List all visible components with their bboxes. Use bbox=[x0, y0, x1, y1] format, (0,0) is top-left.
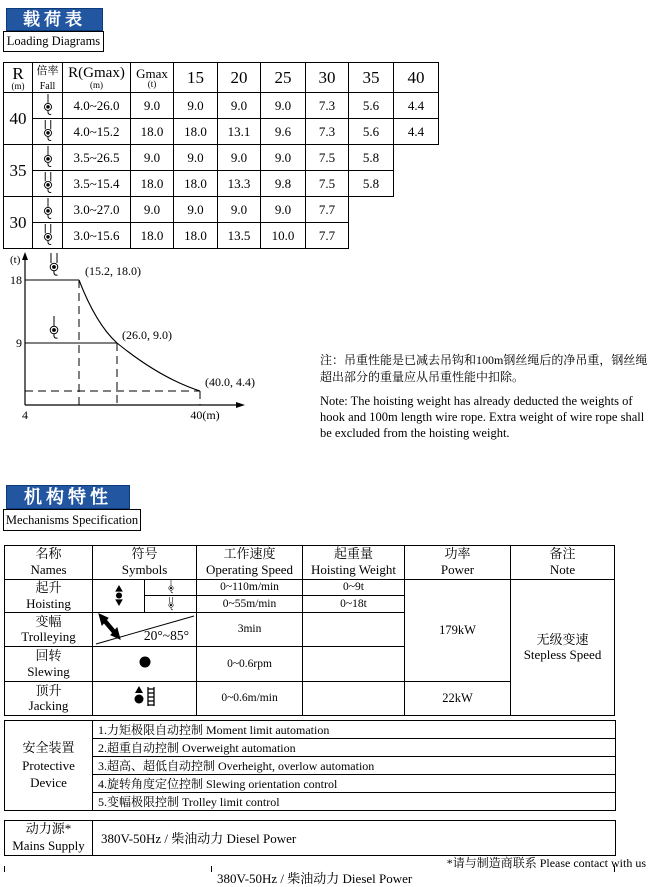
fall-symbol-cell bbox=[33, 145, 63, 171]
loading-row bbox=[4, 145, 439, 171]
col-weight: 起重量 Hoisting Weight bbox=[303, 546, 405, 580]
hoisting-4fall-symbol-cell bbox=[145, 596, 197, 613]
loading-header-row bbox=[4, 63, 439, 93]
mech-title-en: Mechanisms Specification bbox=[3, 509, 141, 531]
point-label-1: (15.2, 18.0) bbox=[85, 264, 141, 278]
up-down-arrow-icon bbox=[112, 585, 126, 606]
fall-4-icon bbox=[40, 120, 56, 144]
radius-group-cell: 30 bbox=[4, 197, 33, 249]
load-value-cell: 4.4 bbox=[394, 93, 439, 119]
col-power: 功率 Power bbox=[405, 546, 511, 580]
notes-block bbox=[320, 352, 650, 442]
x-tick-4: 4 bbox=[22, 408, 28, 422]
load-value-cell: 9.0 bbox=[174, 145, 218, 171]
col-radius-20: 20 bbox=[218, 63, 261, 93]
clipped-bottom-row bbox=[4, 866, 615, 886]
load-value-cell: 9.8 bbox=[261, 171, 306, 197]
col-radius-35: 35 bbox=[349, 63, 394, 93]
y-axis-arrow-icon bbox=[22, 252, 28, 260]
col-radius-25: 25 bbox=[261, 63, 306, 93]
hoisting-weight-2: 0~18t bbox=[303, 596, 405, 613]
trolleying-symbol-cell bbox=[93, 612, 197, 646]
load-value-cell: 7.7 bbox=[306, 197, 349, 223]
gmax-range-cell: 3.5~15.4 bbox=[63, 171, 131, 197]
power-main-cell: 179kW bbox=[405, 579, 511, 681]
col-gmax: Gmax (t) bbox=[131, 63, 174, 93]
col-names: 名称 Names bbox=[5, 546, 93, 580]
slewing-speed: 0~0.6rpm bbox=[197, 646, 303, 681]
load-value-cell: 13.5 bbox=[218, 223, 261, 249]
mains-value-cell: 380V-50Hz / 柴油动力 Diesel Power bbox=[93, 821, 616, 856]
fall-symbol-cell bbox=[33, 223, 63, 249]
fall-symbol-cell bbox=[33, 93, 63, 119]
fall-2-icon bbox=[50, 316, 58, 338]
load-value-cell: 7.3 bbox=[306, 119, 349, 145]
gmax-value-cell: 9.0 bbox=[131, 145, 174, 171]
load-value-cell: 9.0 bbox=[218, 197, 261, 223]
slewing-weight-empty-cell bbox=[303, 646, 405, 681]
mechanisms-table bbox=[4, 545, 615, 716]
note-english: Note: The hoisting weight has already deducted the weights of hook and 100m length wire rope. Extra weight of wire rope shall be excluded from the hoisting weight. bbox=[320, 393, 645, 441]
hoisting-name-cell: 起升 Hoisting bbox=[5, 579, 93, 612]
fall-2-icon bbox=[163, 580, 179, 595]
loading-table bbox=[3, 62, 439, 249]
hoisting-symbol-cell bbox=[93, 579, 145, 612]
fall-2-icon bbox=[40, 198, 56, 222]
loading-row bbox=[4, 93, 439, 119]
hoisting-speed-2: 0~55m/min bbox=[197, 596, 303, 613]
load-value-cell: 18.0 bbox=[174, 171, 218, 197]
load-value-cell: 7.5 bbox=[306, 145, 349, 171]
radius-group-cell: 40 bbox=[4, 93, 33, 145]
load-value-cell: 7.3 bbox=[306, 93, 349, 119]
load-value-cell: 9.0 bbox=[261, 145, 306, 171]
jacking-weight-empty-cell bbox=[303, 681, 405, 715]
load-value-cell: 9.0 bbox=[218, 145, 261, 171]
load-value-cell: 18.0 bbox=[174, 119, 218, 145]
note-stepless-cell: 无级变速 Stepless Speed bbox=[511, 579, 615, 715]
loading-title-cn: 载荷表 bbox=[6, 8, 103, 31]
safety-row-2 bbox=[5, 739, 616, 757]
hoisting-2fall-symbol-cell bbox=[145, 579, 197, 596]
y-tick-9: 9 bbox=[16, 336, 22, 350]
col-radius-15: 15 bbox=[174, 63, 218, 93]
load-value-cell: 5.8 bbox=[349, 145, 394, 171]
trolleying-weight-empty-cell bbox=[303, 612, 405, 646]
col-note: 备注 Note bbox=[511, 546, 615, 580]
load-value-cell: 5.6 bbox=[349, 119, 394, 145]
slewing-symbol-cell bbox=[93, 646, 197, 681]
slewing-name-cell: 回转 Slewing bbox=[5, 646, 93, 681]
col-speed: 工作速度 Operating Speed bbox=[197, 546, 303, 580]
load-value-cell: 4.4 bbox=[394, 119, 439, 145]
col-symbols: 符号 Symbols bbox=[93, 546, 197, 580]
contact-footnote: *请与制造商联系 Please contact with us bbox=[446, 856, 646, 870]
note-chinese: 注：吊重性能是已减去吊钩和100m钢丝绳后的净吊重，钢丝绳超出部分的重量应从吊重性能中扣除。 bbox=[320, 353, 648, 385]
load-value-cell: 9.0 bbox=[174, 93, 218, 119]
safety-label-cell: 安全装置 Protective Device bbox=[5, 721, 93, 811]
fall-2-icon bbox=[40, 146, 56, 170]
fall-4-icon bbox=[40, 172, 56, 196]
safety-row-1 bbox=[5, 721, 616, 739]
fall-4-icon bbox=[163, 597, 179, 612]
clipped-column-divider bbox=[211, 866, 212, 872]
trolleying-speed: 3min bbox=[197, 612, 303, 646]
load-value-cell: 13.3 bbox=[218, 171, 261, 197]
fall-symbol-cell bbox=[33, 197, 63, 223]
safety-table bbox=[4, 720, 616, 811]
gmax-value-cell: 9.0 bbox=[131, 197, 174, 223]
load-value-cell: 13.1 bbox=[218, 119, 261, 145]
load-value-cell: 10.0 bbox=[261, 223, 306, 249]
load-curve-chart bbox=[8, 250, 338, 428]
gmax-value-cell: 18.0 bbox=[131, 119, 174, 145]
trolleying-name-cell: 变幅 Trolleying bbox=[5, 612, 93, 646]
gmax-range-cell: 4.0~15.2 bbox=[63, 119, 131, 145]
col-radius-30: 30 bbox=[306, 63, 349, 93]
hoisting-row-1 bbox=[5, 579, 615, 596]
y-tick-18: 18 bbox=[10, 273, 22, 287]
safety-item: 1.力矩极限自动控制 Moment limit automation bbox=[93, 721, 616, 739]
loading-row bbox=[4, 119, 439, 145]
load-value-cell: 9.0 bbox=[261, 197, 306, 223]
gmax-range-cell: 3.0~27.0 bbox=[63, 197, 131, 223]
fall-4-icon bbox=[40, 224, 56, 248]
loading-row bbox=[4, 171, 439, 197]
gmax-range-cell: 3.0~15.6 bbox=[63, 223, 131, 249]
load-value-cell: 9.0 bbox=[174, 197, 218, 223]
jacking-symbol-cell bbox=[93, 681, 197, 715]
col-radius: R (m) bbox=[4, 63, 33, 93]
gmax-value-cell: 9.0 bbox=[131, 93, 174, 119]
jib-angle-label: 20°~85° bbox=[143, 627, 190, 643]
point-label-2: (26.0, 9.0) bbox=[122, 328, 172, 342]
gmax-range-cell: 3.5~26.5 bbox=[63, 145, 131, 171]
load-value-cell: 5.6 bbox=[349, 93, 394, 119]
loading-title-en: Loading Diagrams bbox=[3, 31, 104, 52]
hoisting-weight-1: 0~9t bbox=[303, 579, 405, 596]
gmax-value-cell: 18.0 bbox=[131, 223, 174, 249]
mech-title-cn: 机构特性 bbox=[6, 485, 130, 509]
load-value-cell: 7.7 bbox=[306, 223, 349, 249]
safety-row-5 bbox=[5, 793, 616, 811]
load-value-cell: 9.6 bbox=[261, 119, 306, 145]
loading-row bbox=[4, 223, 439, 249]
x-axis-arrow-icon bbox=[236, 402, 245, 408]
load-value-cell: 9.0 bbox=[218, 93, 261, 119]
safety-item: 4.旋转角度定位控制 Slewing orientation control bbox=[93, 775, 616, 793]
radius-group-cell: 35 bbox=[4, 145, 33, 197]
hoisting-speed-1: 0~110m/min bbox=[197, 579, 303, 596]
safety-row-3 bbox=[5, 757, 616, 775]
col-fall: 倍率 Fall bbox=[33, 63, 63, 93]
mains-supply-row bbox=[5, 821, 616, 856]
fall-2-icon bbox=[40, 94, 56, 118]
fall-symbol-cell bbox=[33, 171, 63, 197]
safety-item: 2.超重自动控制 Overweight automation bbox=[93, 739, 616, 757]
safety-row-4 bbox=[5, 775, 616, 793]
safety-item: 5.变幅极限控制 Trolley limit control bbox=[93, 793, 616, 811]
col-radius-40: 40 bbox=[394, 63, 439, 93]
mech-header-row bbox=[5, 546, 615, 580]
load-value-cell: 9.0 bbox=[261, 93, 306, 119]
mains-label-cell: 动力源* Mains Supply bbox=[5, 821, 93, 856]
jacking-speed: 0~0.6m/min bbox=[197, 681, 303, 715]
fall-symbol-cell bbox=[33, 119, 63, 145]
gmax-value-cell: 18.0 bbox=[131, 171, 174, 197]
load-value-cell: 7.5 bbox=[306, 171, 349, 197]
power-jacking-cell: 22kW bbox=[405, 681, 511, 715]
col-rgmax: R(Gmax) (m) bbox=[63, 63, 131, 93]
mains-supply-table bbox=[4, 820, 616, 856]
clipped-row-text: 380V-50Hz / 柴油动力 Diesel Power bbox=[217, 871, 413, 886]
fall-4-icon bbox=[50, 253, 58, 275]
loading-row bbox=[4, 197, 439, 223]
load-value-cell: 18.0 bbox=[174, 223, 218, 249]
gmax-range-cell: 4.0~26.0 bbox=[63, 93, 131, 119]
load-value-cell: 5.8 bbox=[349, 171, 394, 197]
y-unit-label: (t) bbox=[10, 254, 21, 266]
slewing-circle-icon bbox=[138, 655, 152, 669]
point-label-3: (40.0, 4.4) bbox=[205, 375, 255, 389]
safety-item: 3.超高、超低自动控制 Overheight, overlow automation bbox=[93, 757, 616, 775]
x-tick-40: 40(m) bbox=[190, 408, 220, 422]
jacking-name-cell: 顶升 Jacking bbox=[5, 681, 93, 715]
jacking-mast-icon bbox=[133, 685, 157, 707]
